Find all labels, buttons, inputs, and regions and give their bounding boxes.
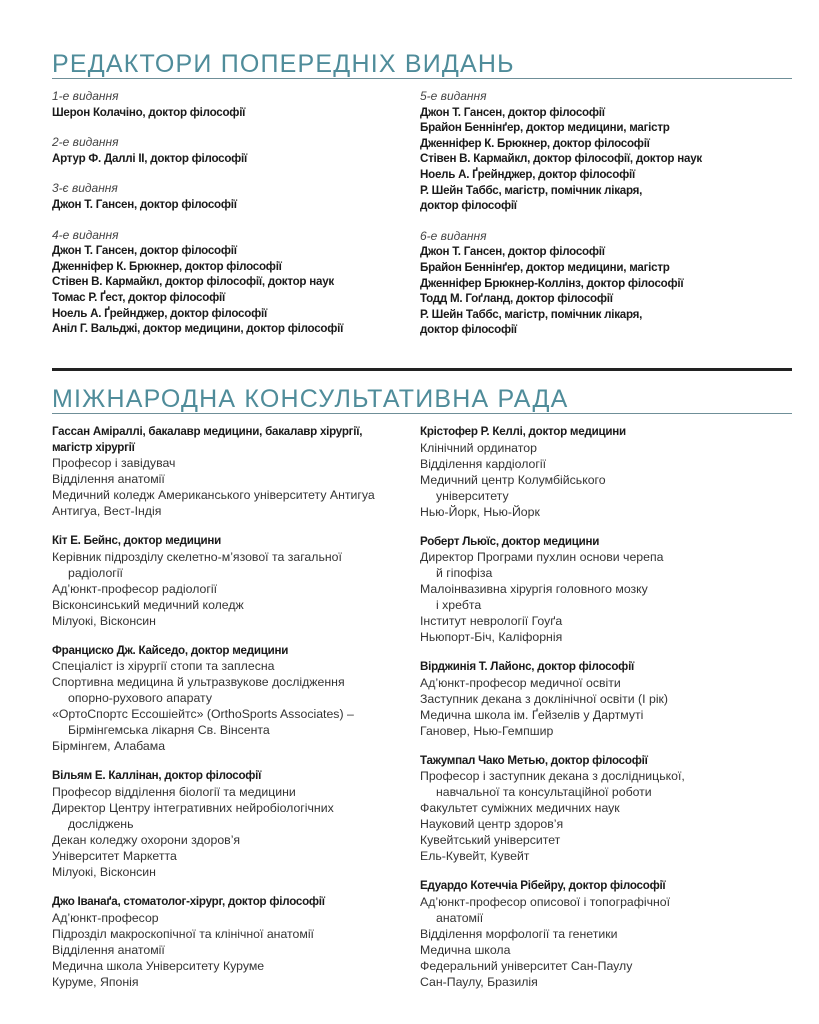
editor-name: Дженніфер К. Брюкнер, доктор філософії: [52, 259, 282, 273]
member-name: Кіт Е. Бейнс, доктор медицини: [52, 534, 221, 548]
editor-name: Джон Т. Гансен, доктор філософії: [420, 105, 605, 119]
affiliation-line: Медична школа: [420, 942, 511, 957]
affiliation-line: Ньюпорт-Біч, Каліфорнія: [420, 630, 563, 645]
edition-block: [420, 229, 790, 338]
affiliation-line: Мілуокі, Вісконсин: [52, 613, 156, 628]
affiliation-line: Кувейтський університет: [420, 833, 561, 848]
affiliation-line: опорно-рухового апарату: [68, 691, 212, 706]
affiliation-line: «ОртоСпортс Ессошіейтс» (OrthoSports Associates) –: [52, 707, 354, 722]
affiliation-line: Директор Центру інтегративних нейробіологічних: [52, 800, 334, 815]
board-member: [52, 643, 422, 755]
editor-name: доктор філософії: [420, 199, 517, 213]
board-member: [52, 533, 422, 629]
affiliation-line: Сан-Паулу, Бразилія: [420, 974, 538, 989]
affiliation-line: Нью-Йорк, Нью-Йорк: [420, 504, 540, 519]
board-member: [52, 424, 422, 519]
affiliation-line: Науковий центр здоров’я: [420, 817, 564, 832]
affiliation-line: Підрозділ макроскопічної та клінічної анатомії: [52, 926, 314, 941]
affiliation-line: Відділення кардіології: [420, 456, 546, 471]
editor-name: Стівен В. Кармайкл, доктор філософії, доктор наук: [52, 275, 334, 289]
edition-block: [52, 89, 422, 120]
affiliation-line: Інститут неврології Гоуґа: [420, 614, 563, 629]
editors-section-title: РЕДАКТОРИ ПОПЕРЕДНІХ ВИДАНЬ: [52, 50, 515, 78]
edition-label: 1-е видання: [52, 89, 119, 103]
affiliation-line: Відділення анатомії: [52, 942, 165, 957]
editors-right-column: [420, 89, 790, 353]
affiliation-line: Мілуокі, Вісконсин: [52, 864, 156, 879]
editor-name: Тодд М. Гоґланд, доктор філософії: [420, 292, 613, 306]
editor-name: Р. Шейн Таббс, магістр, помічник лікаря,: [420, 307, 643, 321]
editor-name: Р. Шейн Таббс, магістр, помічник лікаря,: [420, 183, 643, 197]
editor-name: Ноель А. Ґрейнджер, доктор філософії: [52, 306, 267, 320]
title-underline: [52, 413, 792, 414]
affiliation-line: Спортивна медицина й ультразвукове дослідження: [52, 675, 345, 690]
editor-name: Джон Т. Гансен, доктор філософії: [52, 197, 237, 211]
affiliation-line: Професор і заступник декана з дослідницької,: [420, 769, 685, 784]
affiliation-line: Ад’юнкт-професор медичної освіти: [420, 675, 621, 690]
affiliation-line: Вісконсинський медичний коледж: [52, 597, 244, 612]
member-name: Гассан Аміраллі, бакалавр медицини, бакалавр хірургії,: [52, 425, 363, 438]
edition-block: [52, 135, 422, 166]
affiliation-line: Гановер, Нью-Гемпшир: [420, 723, 554, 738]
affiliation-line: Ад’юнкт-професор: [52, 910, 159, 925]
editor-name: Шерон Колачіно, доктор філософії: [52, 105, 246, 119]
member-name: Едуардо Котеччіа Рібейру, доктор філософії: [420, 879, 666, 893]
edition-block: [52, 181, 422, 212]
board-member: [420, 659, 790, 739]
affiliation-line: Директор Програми пухлин основи черепа: [420, 550, 664, 565]
board-member: [420, 753, 790, 865]
board-member: [420, 878, 790, 990]
member-name: Вірджинія Т. Лайонс, доктор філософії: [420, 660, 635, 674]
affiliation-line: Факультет суміжних медичних наук: [420, 801, 620, 816]
editor-name: Аніл Г. Вальджі, доктор медицини, доктор філософії: [52, 322, 344, 336]
affiliation-line: й гіпофіза: [436, 566, 493, 581]
title-underline: [52, 78, 792, 79]
editor-name: Джон Т. Гансен, доктор філософії: [52, 244, 237, 258]
edition-label: 2-е видання: [52, 135, 119, 150]
affiliation-line: Ад’юнкт-професор радіології: [52, 581, 217, 596]
affiliation-line: Керівник підрозділу скелетно-м’язової та загальної: [52, 549, 342, 564]
member-name: магістр хірургії: [52, 440, 135, 454]
editor-name: доктор філософії: [420, 323, 517, 337]
editor-name: Дженніфер Брюкнер-Коллінз, доктор філософії: [420, 276, 684, 290]
member-name: Крістофер Р. Келлі, доктор медицини: [420, 425, 626, 438]
affiliation-line: досліджень: [68, 816, 134, 831]
affiliation-line: радіології: [68, 565, 123, 580]
editor-name: Брайон Беннінґер, доктор медицини, магістр: [420, 260, 670, 274]
affiliation-line: Медична школа Університету Куруме: [52, 958, 265, 973]
affiliation-line: Спеціаліст із хірургії стопи та заплесна: [52, 659, 275, 674]
board-member: [52, 894, 422, 990]
affiliation-line: Медична школа ім. Ґейзелів у Дартмуті: [420, 707, 644, 722]
member-name: Франциско Дж. Кайседо, доктор медицини: [52, 643, 289, 657]
edition-label: 4-е видання: [52, 227, 119, 242]
affiliation-line: Антигуа, Вест-Індія: [52, 504, 162, 519]
section-divider: [52, 368, 792, 371]
member-name: Роберт Льюїс, доктор медицини: [420, 534, 600, 548]
affiliation-line: Відділення морфології та генетики: [420, 926, 618, 941]
affiliation-line: Університет Маркетта: [52, 848, 177, 863]
editor-name: Ноель А. Ґрейнджер, доктор філософії: [420, 167, 635, 181]
affiliation-line: Відділення анатомії: [52, 472, 165, 487]
editors-left-column: [52, 89, 422, 352]
member-name: Тажумпал Чако Метью, доктор філософії: [420, 753, 648, 767]
board-right-column: [420, 424, 790, 1004]
affiliation-line: і хребта: [436, 598, 482, 613]
affiliation-line: Медичний коледж Американського університету Антигуа: [52, 488, 375, 503]
board-left-column: [52, 424, 422, 1004]
affiliation-line: Куруме, Японія: [52, 974, 139, 989]
affiliation-line: Бірмінгем, Алабама: [52, 739, 166, 754]
affiliation-line: університету: [436, 488, 509, 503]
affiliation-line: Медичний центр Колумбійського: [420, 472, 606, 487]
affiliation-line: Малоінвазивна хірургія головного мозку: [420, 582, 648, 597]
affiliation-line: Професор і завідувач: [52, 456, 176, 471]
affiliation-line: анатомії: [436, 910, 484, 925]
edition-label: 6-е видання: [420, 228, 487, 243]
edition-label: 3-є видання: [52, 181, 118, 196]
board-member: [52, 768, 422, 880]
affiliation-line: Бірмінгемська лікарня Св. Вінсента: [68, 723, 270, 738]
editor-name: Томас Р. Ґест, доктор філософії: [52, 290, 225, 304]
editor-name: Дженніфер К. Брюкнер, доктор філософії: [420, 136, 650, 150]
editor-name: Стівен В. Кармайкл, доктор філософії, доктор наук: [420, 152, 702, 166]
edition-label: 5-е видання: [420, 89, 487, 103]
affiliation-line: Професор відділення біології та медицини: [52, 784, 296, 799]
affiliation-line: Заступник декана з доклінічної освіти (І рік): [420, 691, 669, 706]
affiliation-line: Ель-Кувейт, Кувейт: [420, 849, 530, 864]
edition-block: [420, 89, 790, 214]
editor-name: Брайон Беннінґер, доктор медицини, магістр: [420, 121, 670, 135]
affiliation-line: навчальної та консультаційної роботи: [436, 785, 652, 800]
board-member: [420, 424, 790, 520]
affiliation-line: Клінічний ординатор: [420, 440, 537, 455]
board-member: [420, 534, 790, 646]
member-name: Джо Іванаґа, стоматолог-хірург, доктор філософії: [52, 894, 325, 908]
affiliation-line: Декан коледжу охорони здоров’я: [52, 832, 241, 847]
board-section-title: МІЖНАРОДНА КОНСУЛЬТАТИВНА РАДА: [52, 385, 569, 413]
affiliation-line: Ад’юнкт-професор описової і топографічної: [420, 894, 671, 909]
edition-block: [52, 228, 422, 337]
member-name: Вільям Е. Каллінан, доктор філософії: [52, 769, 262, 783]
affiliation-line: Федеральний університет Сан-Паулу: [420, 958, 633, 973]
editor-name: Джон Т. Гансен, доктор філософії: [420, 245, 605, 259]
editor-name: Артур Ф. Даллі II, доктор філософії: [52, 151, 248, 165]
